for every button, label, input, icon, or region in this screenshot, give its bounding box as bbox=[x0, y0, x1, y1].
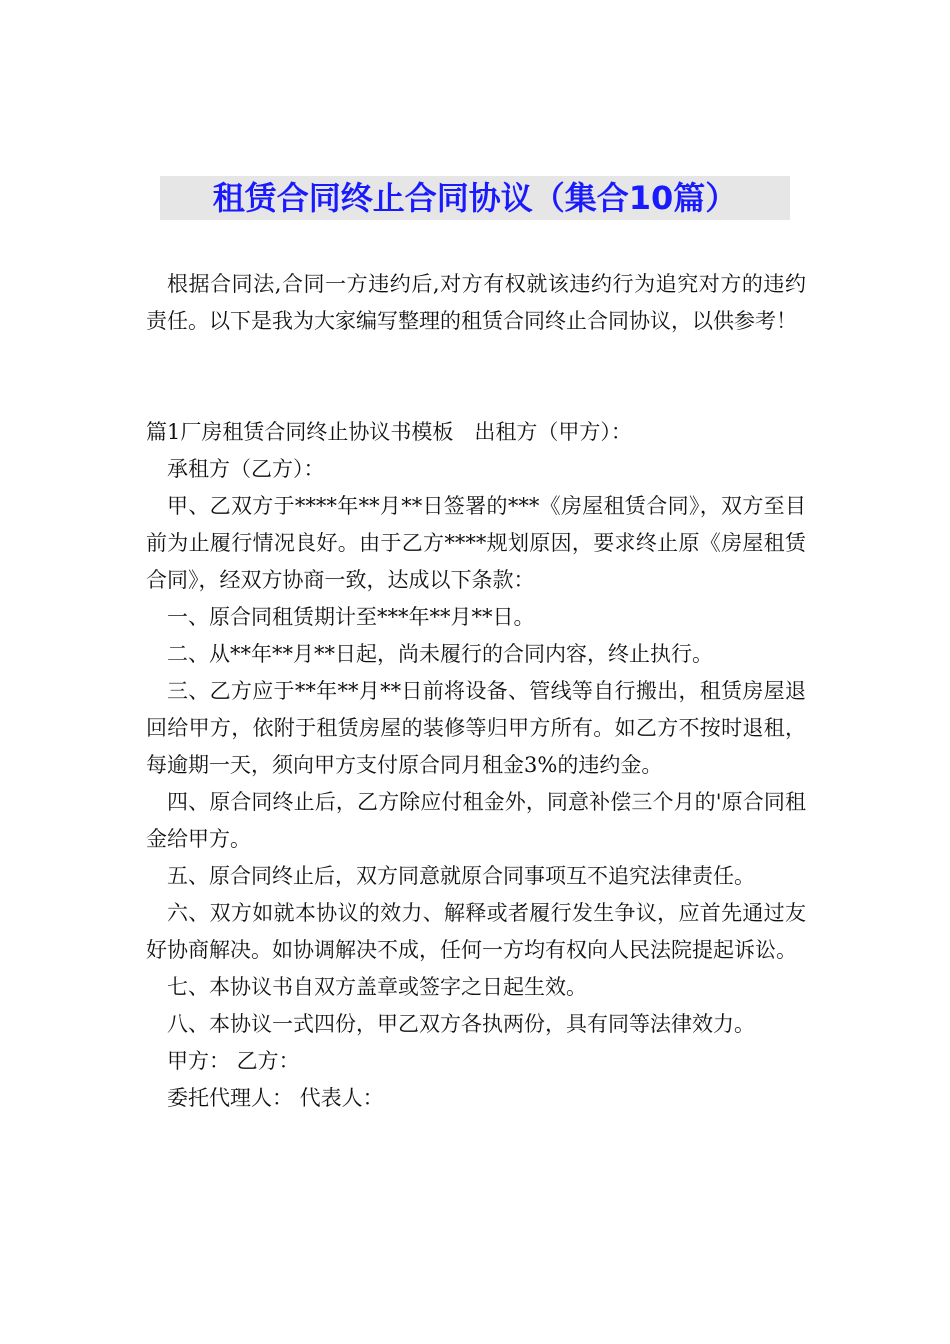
title-highlight bbox=[160, 176, 790, 220]
document-title: 租赁合同终止合同协议（集合10篇） bbox=[212, 179, 738, 217]
signature-agents: 委托代理人： 代表人： bbox=[167, 1086, 384, 1110]
signature-parties: 甲方： 乙方： bbox=[167, 1049, 300, 1073]
section-spacer bbox=[146, 340, 806, 414]
clause-6: 六、双方如就本协议的效力、解释或者履行发生争议，应首先通过友好协商解决。如协调解决不成，任何一方均有权向人民法院提起诉讼。 bbox=[146, 901, 806, 962]
clause-8: 八、本协议一式四份，甲乙双方各执两份，具有同等法律效力。 bbox=[167, 1012, 755, 1036]
clause-1: 一、原合同租赁期计至***年**月**日。 bbox=[167, 605, 535, 629]
clause-3: 三、乙方应于**年**月**日前将设备、管线等自行搬出，租赁房屋退回给甲方，依附于租赁房屋的装修等归甲方所有。如乙方不按时退租，每逾期一天，须向甲方支付原合同月租金3%的违约金。 bbox=[146, 679, 806, 777]
paragraph-lessee: 承租方（乙方）： bbox=[167, 457, 325, 481]
paragraph-preamble: 甲、乙双方于****年**月**日签署的***《房屋租赁合同》，双方至目前为止履行情况良好。由于乙方****规划原因，要求终止原《房屋租赁合同》，经双方协商一致，达成以下条款： bbox=[146, 494, 806, 592]
clause-2: 二、从**年**月**日起，尚未履行的合同内容，终止执行。 bbox=[167, 642, 713, 666]
clause-4: 四、原合同终止后，乙方除应付租金外，同意补偿三个月的'原合同租金给甲方。 bbox=[146, 790, 806, 851]
clause-7: 七、本协议书自双方盖章或签字之日起生效。 bbox=[167, 975, 587, 999]
section-heading: 篇1厂房租赁合同终止协议书模板 出租方（甲方）： bbox=[146, 420, 632, 444]
clause-5: 五、原合同终止后，双方同意就原合同事项互不追究法律责任。 bbox=[167, 864, 755, 888]
document-body bbox=[146, 266, 806, 1117]
intro-paragraph: 根据合同法,合同一方违约后,对方有权就该违约行为追究对方的违约责任。以下是我为大家编写整理的租赁合同终止合同协议，以供参考！ bbox=[146, 272, 806, 333]
